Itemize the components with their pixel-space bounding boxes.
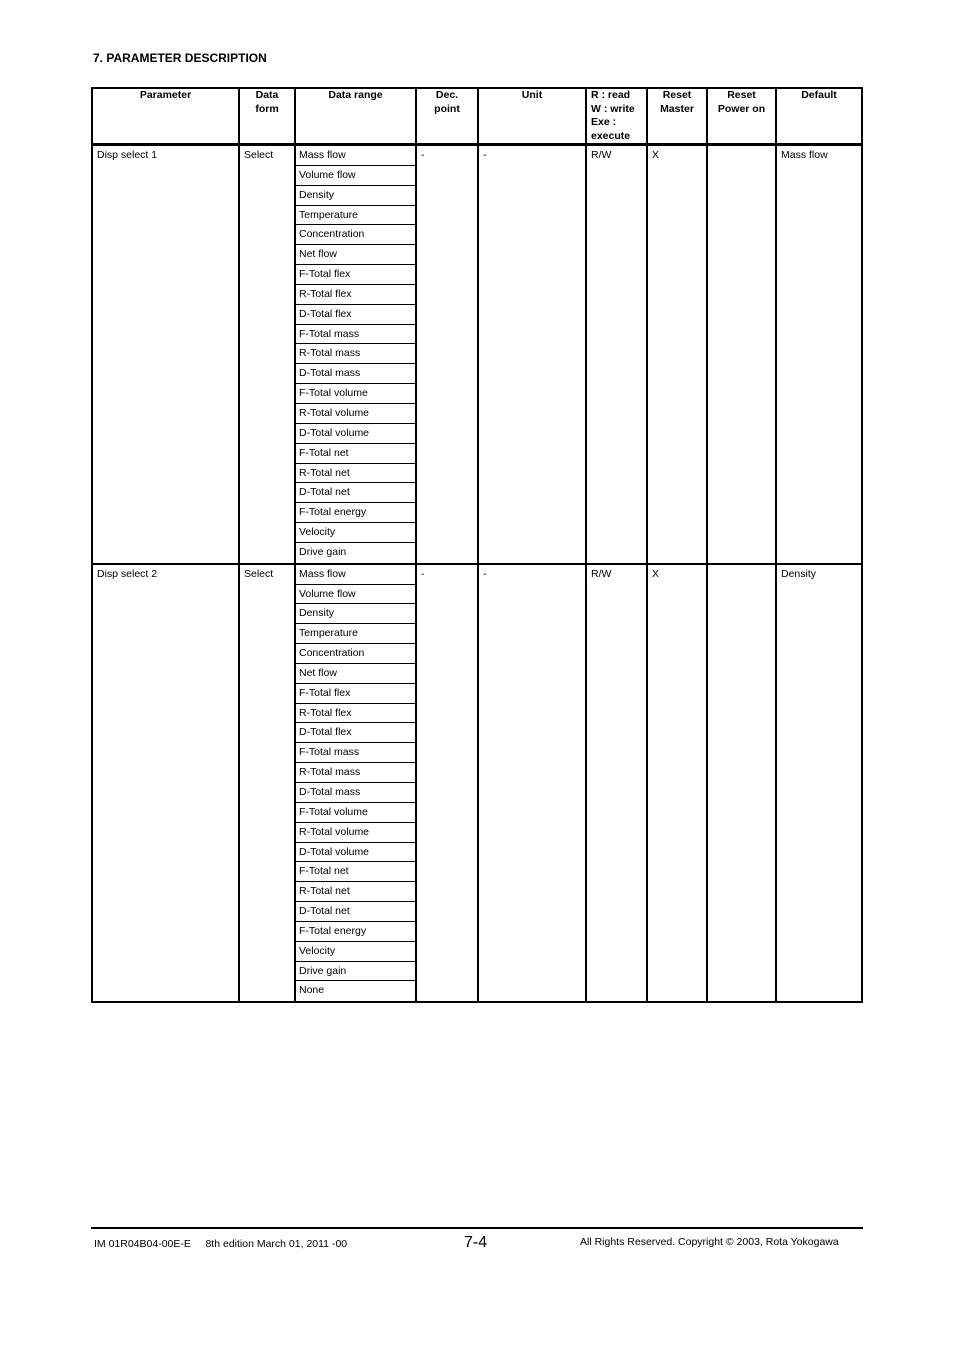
copyright: All Rights Reserved. Copyright © 2003, Rota Yokogawa (580, 1236, 839, 1248)
range-option: R-Total net (296, 882, 415, 902)
header-unit: Unit (478, 88, 586, 145)
range-option: D-Total volume (296, 843, 415, 863)
header-data-range: Data range (295, 88, 416, 145)
range-option: F-Total energy (296, 503, 415, 523)
range-option: F-Total mass (296, 325, 415, 345)
range-option: Velocity (296, 523, 415, 543)
table-row (92, 145, 862, 564)
range-option: Velocity (296, 942, 415, 962)
range-option: R-Total flex (296, 704, 415, 724)
range-option: Concentration (296, 644, 415, 664)
range-option: None (299, 984, 325, 997)
range-option: Mass flow (296, 146, 415, 166)
reset-power-on (707, 145, 776, 564)
range-option: R-Total mass (296, 344, 415, 364)
range-option: Concentration (296, 225, 415, 245)
range-option: D-Total flex (296, 305, 415, 325)
range-option: F-Total flex (296, 684, 415, 704)
range-option: Temperature (296, 624, 415, 644)
header-dec-point: Dec. point (416, 88, 478, 145)
dec-point: - (416, 145, 478, 564)
table-row (92, 564, 862, 1003)
range-option: Drive gain (299, 545, 347, 558)
range-option: Density (296, 186, 415, 206)
range-option: Mass flow (296, 565, 415, 585)
header-reset-master: Reset Master (647, 88, 707, 145)
range-option: Volume flow (296, 585, 415, 605)
range-option: F-Total volume (296, 803, 415, 823)
data-range (295, 145, 416, 564)
range-option: F-Total volume (296, 384, 415, 404)
range-option: Net flow (296, 664, 415, 684)
range-option: F-Total net (296, 862, 415, 882)
range-option: F-Total net (296, 444, 415, 464)
range-option: Density (296, 604, 415, 624)
document-id: IM 01R04B04-00E-E 8th edition March 01, 2011 -00 (94, 1238, 348, 1250)
unit: - (478, 564, 586, 1003)
reset-power-on (707, 564, 776, 1003)
header-parameter: Parameter (92, 88, 239, 145)
table-header-row (92, 88, 862, 145)
header-rw: R : read W : write Exe : execute (586, 88, 647, 145)
range-option: D-Total mass (296, 783, 415, 803)
range-list (296, 565, 415, 1002)
data-range (295, 564, 416, 1003)
footer-rule (91, 1227, 863, 1229)
parameter-name: Disp select 1 (92, 145, 239, 564)
data-form: Select (239, 145, 295, 564)
page-number: 7-4 (464, 1234, 488, 1251)
default-value: Mass flow (776, 145, 862, 564)
range-option: D-Total flex (296, 723, 415, 743)
range-option: Volume flow (296, 166, 415, 186)
range-option: F-Total flex (296, 265, 415, 285)
parameter-table (91, 87, 863, 1003)
range-list (296, 146, 415, 563)
range-option: Temperature (296, 206, 415, 226)
range-option: F-Total mass (296, 743, 415, 763)
range-option: D-Total mass (296, 364, 415, 384)
range-option: Drive gain (296, 962, 415, 982)
range-option: D-Total net (296, 902, 415, 922)
range-option: D-Total net (296, 483, 415, 503)
default-value: Density (776, 564, 862, 1003)
range-option: R-Total flex (296, 285, 415, 305)
reset-master: X (647, 564, 707, 1003)
range-option: R-Total volume (296, 404, 415, 424)
rw-access: R/W (586, 145, 647, 564)
unit: - (478, 145, 586, 564)
range-option: R-Total volume (296, 823, 415, 843)
range-option: R-Total net (296, 464, 415, 484)
reset-master: X (647, 145, 707, 564)
range-option: F-Total energy (296, 922, 415, 942)
rw-access: R/W (586, 564, 647, 1003)
range-option: D-Total volume (296, 424, 415, 444)
section-title: 7. PARAMETER DESCRIPTION (93, 51, 267, 65)
range-option: R-Total mass (296, 763, 415, 783)
header-data-form: Data form (239, 88, 295, 145)
header-reset-power-on: Reset Power on (707, 88, 776, 145)
parameter-name: Disp select 2 (92, 564, 239, 1003)
range-option: Net flow (296, 245, 415, 265)
dec-point: - (416, 564, 478, 1003)
data-form: Select (239, 564, 295, 1003)
header-default: Default (776, 88, 862, 145)
